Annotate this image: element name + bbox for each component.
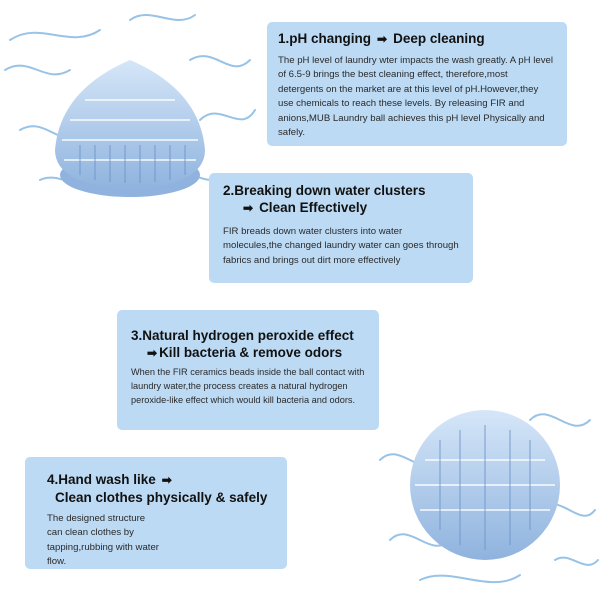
arrow-right-icon: ➡ — [147, 346, 158, 360]
card-body: FIR breads down water clusters into water molecules,the changed laundry water can goes through fabrics and brings out dirt more effectively — [223, 226, 459, 266]
feature-card-hand-wash — [25, 457, 287, 569]
card-body: When the FIR ceramics beads inside the ball contact with laundry water,the process creates a natural hydrogen peroxide-like effect which would kill bacteria and odors. — [131, 367, 365, 406]
laundry-ball-image-bottom — [370, 380, 600, 600]
card-body: The designed structure can clean clothes by tapping,rubbing with water flow. — [47, 513, 159, 568]
card-body: The pH level of laundry wter impacts the wash greatly. A pH level of 6.5-9 brings the best cleaning effect, therefore,most detergents on the market are at this level of pH.However,they use chemicals to reach these levels. By releasing FIR and anions,MUB Laundry ball achieves this pH level Physically and safely. — [278, 55, 553, 139]
feature-card-water-clusters — [209, 173, 473, 283]
feature-card-hydrogen-peroxide — [117, 310, 379, 430]
feature-card-ph — [267, 22, 567, 146]
card-title: 3.Natural hydrogen peroxide effect ➡ Kill bacteria & remove odors — [131, 328, 354, 360]
card-title: 1.pH changing ➡ Deep cleaning — [278, 31, 485, 46]
card-title: 4.Hand wash like ➡ Clean clothes physically & safely — [47, 472, 268, 505]
arrow-right-icon: ➡ — [243, 201, 254, 215]
arrow-right-icon: ➡ — [161, 473, 172, 487]
card-title: 2.Breaking down water clusters ➡ Clean Effectively — [223, 183, 426, 215]
arrow-right-icon: ➡ — [377, 32, 388, 46]
